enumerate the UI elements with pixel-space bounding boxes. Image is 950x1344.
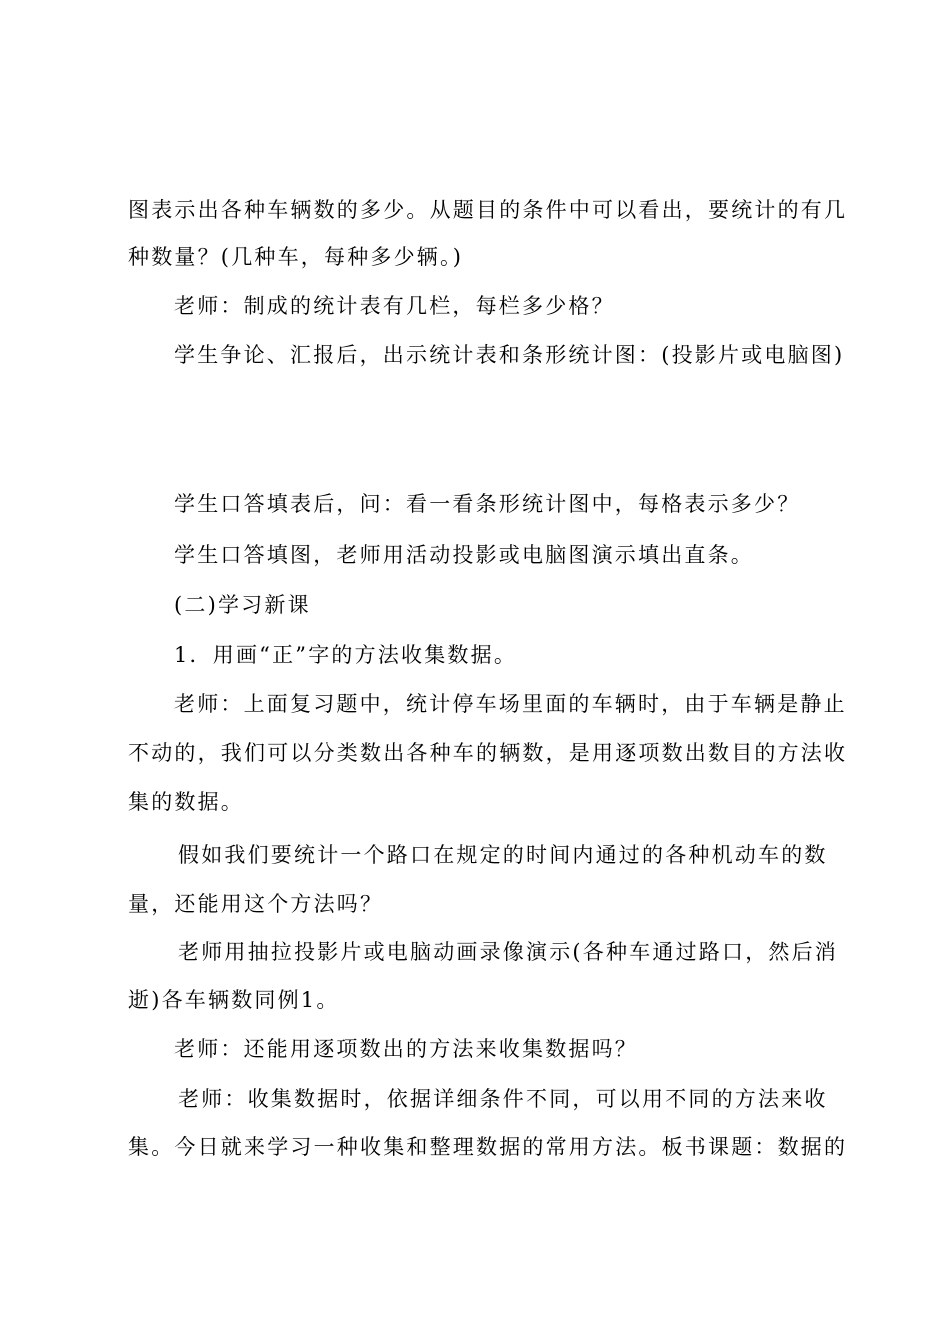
paragraph-line: 学生口答填表后，问：看一看条形统计图中，每格表示多少？ — [174, 492, 801, 516]
paragraph-line: 老师：制成的统计表有几栏，每栏多少格？ — [174, 294, 615, 318]
paragraph-line: 图表示出各种车辆数的多少。从题目的条件中可以看出，要统计的有几 — [128, 198, 848, 222]
paragraph-line: 逝)各车辆数同例1。 — [128, 988, 340, 1012]
subsection-heading: 1．用画“正”字的方法收集数据。 — [174, 643, 518, 667]
paragraph-line: 老师：上面复习题中，统计停车场里面的车辆时，由于车辆是静止 — [174, 692, 847, 716]
paragraph-line: 学生争论、汇报后，出示统计表和条形统计图：(投影片或电脑图) — [174, 343, 845, 367]
paragraph-line: 老师用抽拉投影片或电脑动画录像演示(各种车通过路口，然后消 — [178, 940, 838, 964]
paragraph-line: 老师：收集数据时，依据详细条件不同，可以用不同的方法来收 — [178, 1087, 828, 1111]
paragraph-line: 集的数据。 — [128, 790, 244, 814]
paragraph-line: 种数量？(几种车，每种多少辆。) — [128, 245, 464, 269]
paragraph-line: 假如我们要统计一个路口在规定的时间内通过的各种机动车的数 — [178, 843, 828, 867]
paragraph-line: 不动的，我们可以分类数出各种车的辆数，是用逐项数出数目的方法收 — [128, 741, 848, 765]
paragraph-line: 集。今日就来学习一种收集和整理数据的常用方法。板书课题：数据的 — [128, 1135, 848, 1159]
paragraph-line: 老师：还能用逐项数出的方法来收集数据吗？ — [174, 1037, 638, 1061]
paragraph-line: 量，还能用这个方法吗？ — [128, 892, 384, 916]
section-heading: (二)学习新课 — [174, 593, 311, 617]
paragraph-line: 学生口答填图，老师用活动投影或电脑图演示填出直条。 — [174, 543, 754, 567]
